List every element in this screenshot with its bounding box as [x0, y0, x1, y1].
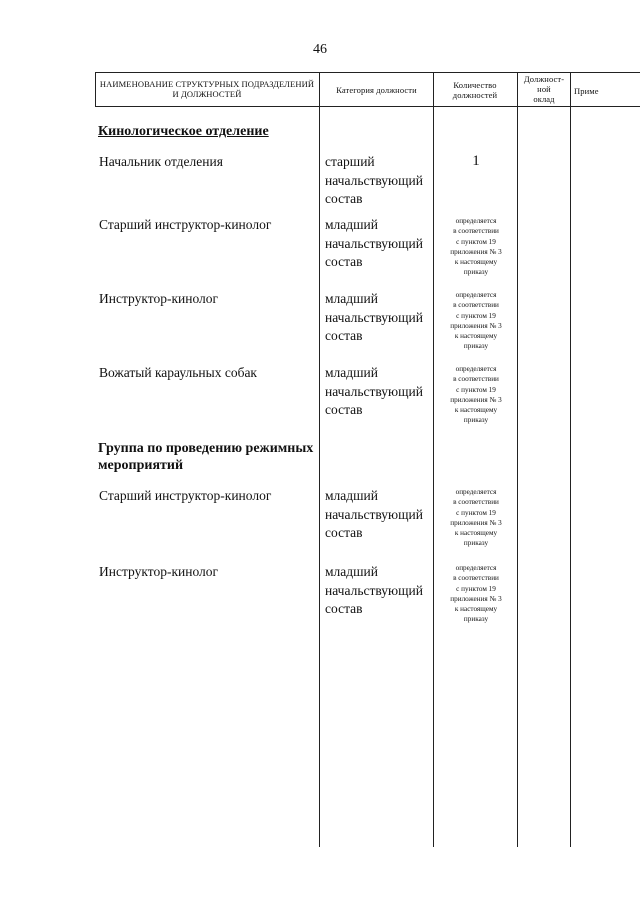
quantity-note-line: определяется	[455, 564, 497, 572]
category-line: начальствующий	[325, 235, 423, 251]
position-name: Старший инструктор-кинолог	[99, 217, 272, 232]
position-category	[325, 216, 435, 272]
quantity-note-line: приложения № 3	[450, 247, 502, 256]
quantity-note-line: с пунктом 19	[456, 584, 496, 593]
header-salary-line-2: ной	[537, 84, 551, 94]
page-number: 46	[313, 42, 327, 57]
header-salary-line-3: оклад	[533, 94, 555, 104]
position-name: Старший инструктор-кинолог	[99, 488, 272, 503]
quantity-note-line: приказу	[463, 268, 489, 277]
header-quantity	[435, 80, 515, 100]
quantity-note-line: к настоящему	[454, 529, 498, 538]
col-divider-4	[570, 72, 571, 847]
quantity-note-line: приложения № 3	[450, 395, 502, 404]
header-bottom-rule	[95, 106, 640, 107]
quantity-note-line: к настоящему	[454, 258, 498, 267]
col-divider-3	[517, 72, 518, 847]
quantity-note-line: с пунктом 19	[456, 237, 496, 246]
section-title-regime-measures: Группа по проведению режимных мероприятий	[98, 441, 314, 473]
quantity-note-line: в соответствии	[453, 574, 499, 583]
category-line: состав	[325, 525, 363, 540]
header-note: Приме	[574, 86, 599, 96]
quantity-note-line: приложения № 3	[450, 594, 502, 603]
category-line: старший	[325, 154, 375, 169]
col-divider-1	[319, 72, 320, 847]
category-line: состав	[325, 191, 363, 206]
category-line: младший	[325, 488, 378, 503]
category-line: состав	[325, 601, 363, 616]
quantity-note-line: в соответствии	[453, 227, 499, 236]
position-quantity-note	[436, 216, 516, 278]
header-category: Категория должности	[336, 85, 417, 95]
position-category	[325, 290, 435, 346]
quantity-note-line: определяется	[455, 291, 497, 299]
position-quantity-note	[436, 290, 516, 352]
quantity-note-line: определяется	[455, 365, 497, 373]
header-top-rule	[95, 72, 640, 73]
quantity-note-line: с пунктом 19	[456, 311, 496, 320]
category-line: начальствующий	[325, 582, 423, 598]
category-line: состав	[325, 402, 363, 417]
header-salary	[519, 74, 569, 104]
category-line: начальствующий	[325, 309, 423, 325]
header-name: НАИМЕНОВАНИЕ СТРУКТУРНЫХ ПОДРАЗДЕЛЕНИЙ И ДОЛЖНОСТЕЙ	[99, 79, 315, 99]
position-category	[325, 563, 435, 619]
position-name: Инструктор-кинолог	[99, 564, 219, 579]
quantity-note-line: приказу	[463, 539, 489, 548]
position-quantity: 1	[472, 153, 480, 169]
quantity-note-line: к настоящему	[454, 605, 498, 614]
position-category	[325, 364, 435, 420]
category-line: начальствующий	[325, 172, 423, 188]
quantity-note-line: определяется	[455, 217, 497, 225]
quantity-note-line: к настоящему	[454, 406, 498, 415]
header-quantity-line-1: Количество	[453, 80, 497, 90]
quantity-note-line: в соответствии	[453, 375, 499, 384]
section-title-dog-handling: Кинологическое отделение	[98, 124, 269, 139]
quantity-note-line: приложения № 3	[450, 518, 502, 527]
category-line: младший	[325, 217, 378, 232]
quantity-note-line: к настоящему	[454, 332, 498, 341]
quantity-note-line: в соответствии	[453, 301, 499, 310]
category-line: младший	[325, 564, 378, 579]
quantity-note-line: приказу	[463, 615, 489, 624]
category-line: начальствующий	[325, 383, 423, 399]
position-name: Вожатый караульных собак	[99, 365, 257, 380]
position-quantity-note	[436, 563, 516, 625]
position-category	[325, 487, 435, 543]
quantity-note-line: определяется	[455, 488, 497, 496]
category-line: состав	[325, 328, 363, 343]
quantity-note-line: приложения № 3	[450, 321, 502, 330]
position-quantity-note	[436, 487, 516, 549]
quantity-note-line: с пунктом 19	[456, 385, 496, 394]
quantity-note-line: с пунктом 19	[456, 508, 496, 517]
category-line: состав	[325, 254, 363, 269]
category-line: начальствующий	[325, 506, 423, 522]
position-quantity-note	[436, 364, 516, 426]
header-quantity-line-2: должностей	[452, 90, 498, 100]
quantity-note-line: приказу	[463, 416, 489, 425]
quantity-note-line: приказу	[463, 342, 489, 351]
category-line: младший	[325, 365, 378, 380]
header-salary-line-1: Должност-	[523, 74, 565, 84]
category-line: младший	[325, 291, 378, 306]
position-name: Инструктор-кинолог	[99, 291, 219, 306]
quantity-note-line: в соответствии	[453, 498, 499, 507]
position-category	[325, 153, 435, 209]
position-name: Начальник отделения	[99, 154, 223, 169]
